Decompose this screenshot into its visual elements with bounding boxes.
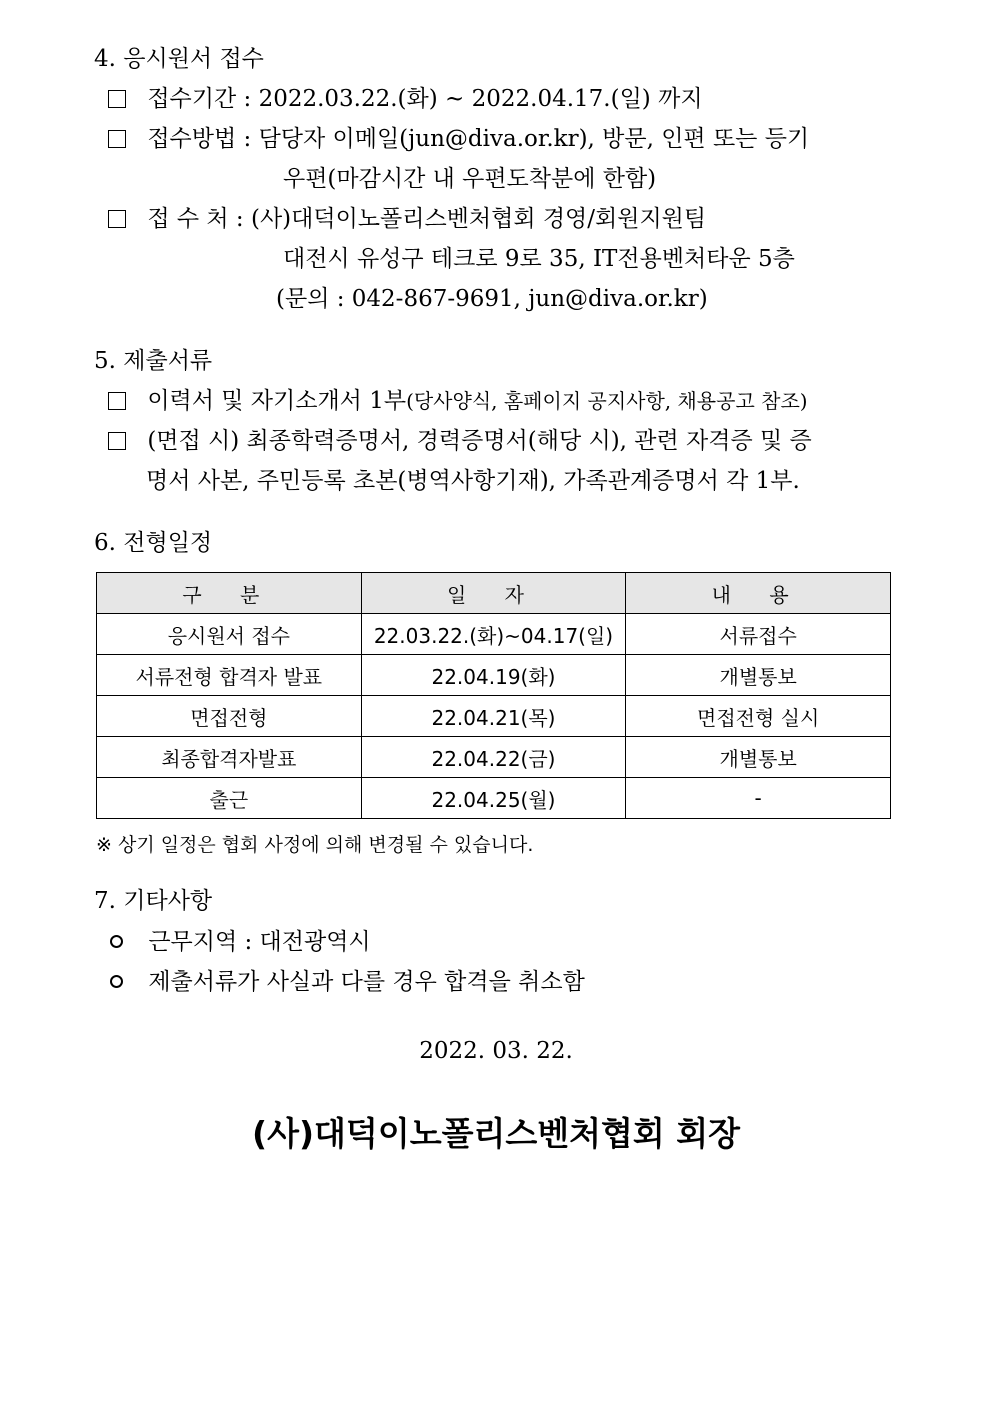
- period-value: 2022.03.22.(화) ~ 2022.04.17.(일) 까지: [258, 86, 703, 112]
- docs-item-2: [108, 426, 812, 456]
- etc-item-1: [110, 927, 371, 957]
- header-date: 일 자: [361, 573, 626, 614]
- cell-category: 응시원서 접수: [97, 614, 362, 655]
- checkbox-icon: [108, 210, 126, 228]
- section-7-title: 7. 기타사항: [94, 888, 213, 914]
- etc-item-2: [110, 967, 585, 997]
- cell-content: 면접전형 실시: [626, 696, 891, 737]
- method-row: [108, 124, 809, 154]
- cell-date: 22.04.22(금): [361, 737, 626, 778]
- table-row: [97, 696, 891, 737]
- docs-item-1-main: 이력서 및 자기소개서 1부: [147, 388, 407, 414]
- schedule-note: ※ 상기 일정은 협회 사정에 의해 변경될 수 있습니다.: [96, 834, 534, 856]
- section-4-title: 4. 응시원서 접수: [94, 46, 264, 72]
- period-label: 접수기간 :: [147, 86, 252, 112]
- place-contact: (문의 : 042-867-9691, jun@diva.or.kr): [276, 286, 708, 312]
- section-6-title: 6. 전형일정: [94, 530, 213, 556]
- period-row: [108, 84, 703, 114]
- place-value: (사)대덕이노폴리스벤처협회 경영/회원지원팀: [250, 206, 707, 232]
- section-5-title: 5. 제출서류: [94, 348, 213, 374]
- table-row: [97, 614, 891, 655]
- signature: (사)대덕이노폴리스벤처협회 회장: [252, 1114, 740, 1153]
- table-header-row: [97, 573, 891, 614]
- cell-category: 출근: [97, 778, 362, 819]
- docs-item-1-note: (당사양식, 홈페이지 공지사항, 채용공고 참조): [406, 389, 808, 413]
- place-label: 접 수 처 :: [147, 206, 244, 232]
- cell-category: 최종합격자발표: [97, 737, 362, 778]
- checkbox-icon: [108, 130, 126, 148]
- cell-content: 서류접수: [626, 614, 891, 655]
- schedule-table: [96, 572, 891, 819]
- checkbox-icon: [108, 392, 126, 410]
- place-address: 대전시 유성구 테크로 9로 35, IT전용벤처타운 5층: [283, 246, 795, 272]
- etc-item-1-text: 근무지역 : 대전광역시: [148, 929, 371, 955]
- etc-item-2-text: 제출서류가 사실과 다를 경우 합격을 취소함: [148, 969, 585, 995]
- checkbox-icon: [108, 90, 126, 108]
- cell-date: 22.03.22.(화)~04.17(일): [361, 614, 626, 655]
- method-label: 접수방법 :: [147, 126, 252, 152]
- document-date: 2022. 03. 22.: [419, 1038, 573, 1064]
- docs-item-2-line2: 명서 사본, 주민등록 초본(병역사항기재), 가족관계증명서 각 1부.: [146, 468, 800, 494]
- cell-content: -: [626, 778, 891, 819]
- header-content: 내 용: [626, 573, 891, 614]
- cell-category: 서류전형 합격자 발표: [97, 655, 362, 696]
- table-row: [97, 737, 891, 778]
- docs-item-1: [108, 386, 808, 416]
- cell-date: 22.04.21(목): [361, 696, 626, 737]
- table-row: [97, 655, 891, 696]
- method-value-cont: 우편(마감시간 내 우편도착분에 한함): [283, 166, 657, 192]
- docs-item-2-line1: (면접 시) 최종학력증명서, 경력증명서(해당 시), 관련 자격증 및 증: [147, 428, 812, 454]
- header-category: 구 분: [97, 573, 362, 614]
- cell-content: 개별통보: [626, 655, 891, 696]
- cell-date: 22.04.19(화): [361, 655, 626, 696]
- cell-date: 22.04.25(월): [361, 778, 626, 819]
- method-value: 담당자 이메일(jun@diva.or.kr), 방문, 인편 또는 등기: [258, 126, 810, 152]
- circle-bullet-icon: [110, 935, 123, 948]
- checkbox-icon: [108, 432, 126, 450]
- table-row: [97, 778, 891, 819]
- circle-bullet-icon: [110, 975, 123, 988]
- cell-content: 개별통보: [626, 737, 891, 778]
- place-row: [108, 204, 706, 234]
- cell-category: 면접전형: [97, 696, 362, 737]
